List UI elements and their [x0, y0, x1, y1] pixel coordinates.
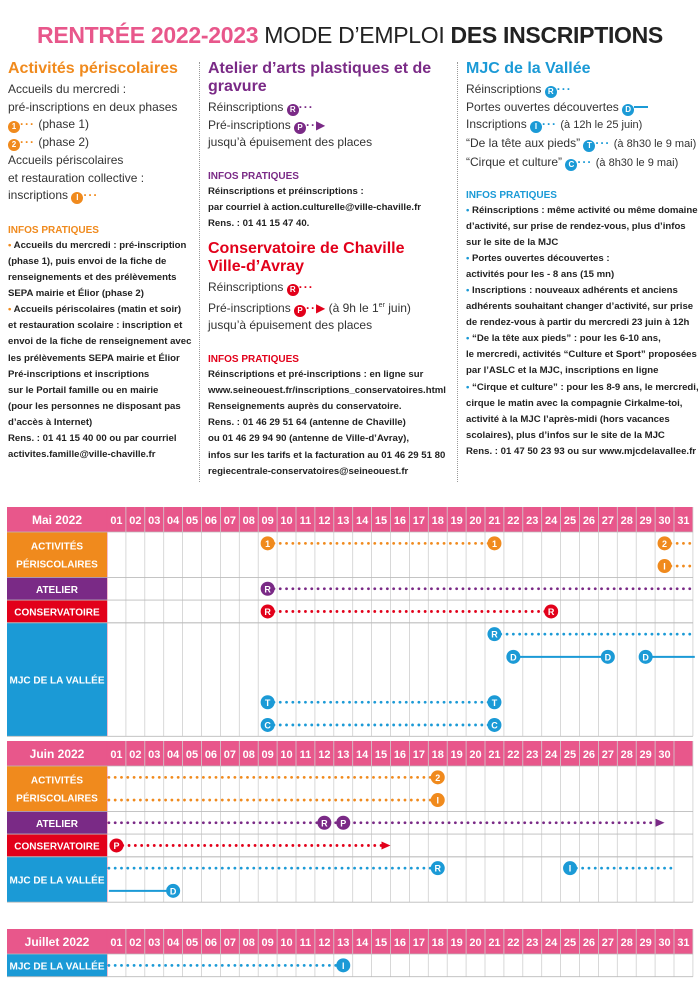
day-label: 05 — [185, 515, 199, 527]
badge-label: P — [113, 840, 120, 851]
periscolaire-section — [8, 60, 193, 463]
periscolaire-infos — [8, 238, 193, 463]
badge-inscriptions: I — [71, 192, 83, 204]
day-label: 28 — [620, 937, 633, 949]
day-label: 16 — [393, 515, 407, 527]
calendar-grid — [7, 929, 695, 979]
day-label: 14 — [356, 937, 369, 949]
day-label: 05 — [185, 937, 199, 949]
mjc-infos-title: INFOS PRATIQUES — [466, 189, 557, 201]
conservatoire-reinscriptions: Réinscriptions R ··· — [208, 280, 314, 294]
day-label: 25 — [563, 515, 577, 527]
day-label: 02 — [129, 937, 142, 949]
day-label: 26 — [582, 749, 596, 761]
day-label: 19 — [450, 749, 463, 761]
row-label: ACTIVITÉS — [30, 541, 84, 553]
info-line: scolaires), plus d’infos sur le site de la MJC — [466, 429, 665, 441]
info-line: Rens. : 01 46 29 51 64 (antenne de Chaville) — [208, 417, 406, 429]
badge-label: R — [434, 863, 441, 874]
period-dots — [107, 799, 437, 802]
badge-label: D — [510, 652, 517, 663]
badge-label: T — [491, 697, 498, 708]
conservatoire-line: jusqu’à épuisement des places — [208, 318, 373, 333]
info-line: infos sur les tarifs et la facturation au 01 46 29 51 80 — [208, 449, 446, 461]
day-label: 28 — [620, 515, 633, 527]
row-label: MJC DE LA VALLÉE — [9, 961, 105, 973]
info-line: le mercredi, activités “Culture et Sport” proposées — [466, 349, 697, 361]
info-line: Réinscriptions et préinscriptions : — [208, 186, 364, 198]
day-label: 09 — [261, 749, 274, 761]
day-label: 21 — [488, 515, 501, 527]
day-label: 12 — [318, 749, 331, 761]
info-line: Rens. : 01 47 50 23 93 ou sur www.mjcdelavallee.fr — [466, 445, 697, 457]
badge-label: D — [604, 652, 612, 663]
day-label: 11 — [299, 937, 312, 949]
badge-label: D — [169, 886, 177, 897]
day-label: 30 — [658, 937, 671, 949]
day-label: 27 — [601, 515, 614, 527]
day-label: 24 — [545, 749, 558, 761]
info-line: sur le Portail famille ou en mairie — [8, 384, 159, 396]
day-label: 31 — [677, 937, 690, 949]
badge-label: I — [663, 561, 666, 572]
day-label: 31 — [677, 515, 690, 527]
day-label: 06 — [204, 937, 218, 949]
day-label: 12 — [318, 515, 331, 527]
period-dots — [266, 587, 691, 590]
conservatoire-section — [208, 240, 458, 480]
calendar-month: Juin 2022 — [29, 747, 85, 761]
day-label: 03 — [148, 749, 161, 761]
day-label: 29 — [639, 937, 652, 949]
info-line: • Portes ouvertes découvertes : — [466, 252, 610, 264]
badge-label: P — [340, 818, 347, 829]
info-line: Rens. : 01 41 15 40 00 ou par courriel — [8, 433, 177, 445]
day-label: 02 — [129, 749, 142, 761]
day-label: 18 — [431, 515, 444, 527]
row-label: MJC DE LA VALLÉE — [9, 875, 105, 887]
info-line: • “De la tête aux pieds” : pour les 6-10 ans, — [466, 333, 661, 345]
day-label: 19 — [450, 937, 463, 949]
day-label: 22 — [507, 515, 520, 527]
badge-label: 1 — [265, 538, 271, 549]
atelier-infos — [208, 184, 453, 232]
day-label: 25 — [563, 749, 577, 761]
atelier-reinscriptions: Réinscriptions R ··· — [208, 100, 314, 114]
day-label: 10 — [280, 749, 293, 761]
day-label: 27 — [601, 937, 614, 949]
badge-phase2: 2 — [8, 139, 20, 151]
info-line: • Inscriptions : nouveaux adhérents et anciens — [466, 284, 678, 296]
day-label: 08 — [242, 937, 255, 949]
badge-label: D — [642, 652, 649, 663]
day-label: 21 — [488, 937, 501, 949]
badge-r: R — [287, 284, 299, 296]
day-label: 15 — [374, 749, 388, 761]
badge-c: C — [565, 159, 577, 171]
title-inscriptions: DES INSCRIPTIONS — [450, 22, 663, 48]
badge-label: C — [264, 720, 271, 731]
badge-p: P — [294, 122, 306, 134]
row-label: PÉRISCOLAIRES — [16, 793, 98, 805]
periscolaire-line: Accueils périscolaires — [8, 152, 124, 167]
day-label: 01 — [110, 749, 123, 761]
day-label: 29 — [639, 749, 652, 761]
info-line: ou 01 46 29 94 90 (antenne de Ville-d’Avray), — [208, 433, 410, 445]
info-line: sur le site de la MJC — [466, 236, 559, 248]
badge-label: R — [491, 629, 498, 640]
day-label: 04 — [167, 749, 180, 761]
badge-label: R — [264, 606, 271, 617]
info-line: activites.famille@ville-chaville.fr — [8, 449, 156, 461]
mjc-reinscriptions: Réinscriptions R ··· — [466, 82, 572, 96]
day-label: 07 — [223, 749, 236, 761]
badge-label: 2 — [435, 772, 441, 783]
periscolaire-title: Activités périscolaires — [8, 60, 178, 77]
badge-p: P — [294, 305, 306, 317]
day-label: 07 — [223, 937, 236, 949]
calendar-month: Mai 2022 — [31, 513, 83, 527]
day-label: 29 — [639, 515, 652, 527]
badge-label: 2 — [662, 538, 668, 549]
info-line: • “Cirque et culture” : pour les 8-9 ans, le mercredi, — [466, 381, 699, 393]
day-label: 09 — [261, 515, 274, 527]
info-line: • Réinscriptions : même activité ou même domaine — [466, 204, 698, 216]
day-label: 06 — [204, 749, 218, 761]
badge-label: I — [341, 960, 345, 971]
calendar-grid — [7, 741, 695, 905]
arrow-icon — [382, 841, 391, 849]
mjc-portes: Portes ouvertes découvertes D — [466, 99, 696, 117]
period-dots — [107, 776, 437, 779]
title-year: RENTRÉE 2022-2023 — [37, 22, 259, 48]
badge-label: C — [491, 720, 498, 731]
day-label: 20 — [469, 749, 482, 761]
period-dots — [107, 867, 437, 870]
day-label: 23 — [526, 515, 539, 527]
calendar-grid — [7, 507, 695, 739]
day-label: 23 — [526, 937, 539, 949]
day-label: 04 — [167, 937, 180, 949]
badge-d: D — [622, 104, 634, 116]
day-label: 24 — [545, 515, 558, 527]
atelier-line: jusqu’à épuisement des places — [208, 135, 373, 150]
badge-label: I — [436, 795, 440, 806]
badge-t: T — [583, 140, 595, 152]
badge-label: R — [264, 584, 271, 595]
row-label: CONSERVATOIRE — [14, 607, 100, 619]
day-label: 28 — [620, 749, 633, 761]
day-label: 19 — [450, 515, 463, 527]
day-label: 14 — [356, 749, 369, 761]
periscolaire-infos-title: INFOS PRATIQUES — [8, 224, 99, 236]
period-dots — [107, 964, 343, 967]
badge-label: R — [547, 606, 555, 617]
info-line: activité à la MJC l’après-midi (hors vacances — [466, 413, 670, 425]
badge-label: T — [264, 697, 271, 708]
info-line: renseignements et des prélèvements — [8, 272, 177, 284]
day-label: 13 — [337, 937, 350, 949]
column-divider — [457, 62, 458, 482]
day-label: 23 — [526, 749, 539, 761]
day-label: 13 — [337, 749, 350, 761]
info-line: adhérents souhaitant changer d’activité, sur prise — [466, 301, 694, 313]
info-line: • Accueils du mercredi : pré-inscription — [8, 239, 187, 251]
info-line: (phase 1), puis envoi de la fiche de — [8, 256, 167, 268]
page-title — [0, 22, 700, 49]
periscolaire-inscriptions: inscriptions I ··· — [8, 188, 99, 203]
day-label: 08 — [242, 515, 255, 527]
badge-i: I — [530, 121, 542, 133]
day-label: 01 — [110, 937, 123, 949]
period-dots — [266, 701, 489, 704]
info-line: d’activité, sur prise de rendez-vous, plus d’infos — [466, 220, 686, 232]
title-mode: MODE D’EMPLOI — [264, 22, 445, 48]
periscolaire-phase1: 1 ··· (phase 1) — [8, 116, 193, 134]
calendar-july — [7, 929, 695, 979]
day-label: 10 — [280, 515, 293, 527]
atelier-infos-title: INFOS PRATIQUES — [208, 171, 299, 183]
info-line: www.seineouest.fr/inscriptions_conservatoires.html — [208, 385, 446, 397]
conservatoire-infos — [208, 367, 458, 480]
info-line: cirque le matin avec la compagnie Cirkalme-toi, — [466, 397, 683, 409]
row-label: ATELIER — [35, 584, 79, 596]
day-label: 07 — [223, 515, 236, 527]
day-label: 26 — [582, 937, 596, 949]
periscolaire-line: pré-inscriptions en deux phases — [8, 99, 178, 114]
info-line: Réinscriptions et pré-inscriptions : en ligne sur — [208, 369, 424, 381]
calendar-may — [7, 507, 695, 739]
day-label: 10 — [280, 937, 293, 949]
info-line: Rens. : 01 41 15 47 40. — [208, 218, 310, 230]
mjc-inscriptions: Inscriptions I ··· (à 12h le 25 juin) — [466, 117, 643, 132]
badge-r: R — [287, 104, 299, 116]
day-label: 05 — [185, 749, 199, 761]
calendar-month: Juillet 2022 — [24, 935, 90, 949]
period-dots — [569, 867, 673, 870]
period-dots — [266, 542, 489, 545]
mjc-section — [466, 60, 699, 460]
badge-phase1: 1 — [8, 121, 20, 133]
day-label: 14 — [356, 515, 369, 527]
period-dots — [107, 821, 652, 824]
info-line: envoi de la fiche de renseignement avec — [8, 336, 192, 348]
row-label: MJC DE LA VALLÉE — [9, 675, 105, 687]
day-label: 26 — [582, 515, 596, 527]
day-label: 13 — [337, 515, 350, 527]
badge-label: 1 — [491, 538, 497, 549]
day-label: 16 — [393, 749, 407, 761]
day-label: 06 — [204, 515, 218, 527]
badge-label: R — [321, 818, 328, 829]
day-label: 30 — [658, 749, 671, 761]
row-label: CONSERVATOIRE — [14, 841, 100, 853]
info-line: par l’ASLC et la MJC, inscriptions en ligne — [466, 365, 659, 377]
day-label: 18 — [431, 937, 444, 949]
info-line: d’accès à Internet) — [8, 416, 93, 428]
day-label: 08 — [242, 749, 255, 761]
day-label: 11 — [299, 749, 312, 761]
info-line: par courriel à action.culturelle@ville-chaville.fr — [208, 202, 422, 214]
day-label: 09 — [261, 937, 274, 949]
conservatoire-infos-title: INFOS PRATIQUES — [208, 354, 299, 366]
info-line: Renseignements auprès du conservatoire. — [208, 401, 402, 413]
day-label: 03 — [148, 515, 161, 527]
info-line: • Accueils périscolaires (matin et soir) — [8, 304, 182, 316]
info-line: et restauration scolaire : inscription et — [8, 320, 183, 332]
conservatoire-preinscriptions: Pré-inscriptions P ··▶ (à 9h le 1er juin) — [208, 300, 411, 315]
day-label: 17 — [412, 749, 425, 761]
day-label: 27 — [601, 749, 614, 761]
conservatoire-title: Conservatoire de Chaville Ville-d’Avray — [208, 240, 405, 275]
day-label: 15 — [374, 937, 388, 949]
badge-label: I — [568, 863, 572, 874]
day-label: 22 — [507, 937, 520, 949]
badge-r: R — [545, 86, 557, 98]
day-label: 21 — [488, 749, 501, 761]
periscolaire-line: Accueils du mercredi : — [8, 82, 127, 96]
info-line: les prélèvements SEPA mairie et Élior — [8, 352, 180, 364]
mjc-cirque: “Cirque et culture” C ··· (à 8h30 le 9 mai) — [466, 154, 679, 169]
day-label: 15 — [374, 515, 388, 527]
periscolaire-phase2: 2 ··· (phase 2) — [8, 134, 193, 152]
day-label: 01 — [110, 515, 123, 527]
period-dots — [115, 844, 382, 847]
day-label: 20 — [469, 515, 482, 527]
mjc-tete: “De la tête aux pieds” T ··· (à 8h30 le 9 mai) — [466, 136, 697, 151]
info-line: activités pour les - 8 ans (15 mn) — [466, 268, 615, 280]
row-label: PÉRISCOLAIRES — [16, 559, 98, 571]
row-label: ACTIVITÉS — [30, 775, 84, 787]
day-label: 17 — [412, 515, 425, 527]
day-label: 17 — [412, 937, 425, 949]
day-label: 02 — [129, 515, 142, 527]
info-line: de rendez-vous à partir du mercredi 23 juin à 12h — [466, 317, 690, 329]
periscolaire-line: et restauration collective : — [8, 170, 145, 185]
info-line: regiecentrale-conservatoires@seineouest.fr — [208, 465, 409, 477]
mjc-infos — [466, 203, 699, 461]
info-line: Pré-inscriptions et inscriptions — [8, 368, 150, 380]
day-label: 24 — [545, 937, 558, 949]
atelier-preinscriptions: Pré-inscriptions P ··▶ — [208, 117, 326, 132]
day-label: 30 — [658, 515, 671, 527]
atelier-section — [208, 60, 453, 232]
day-label: 25 — [563, 937, 577, 949]
atelier-title: Atelier d’arts plastiques et de gravure — [208, 60, 432, 95]
day-label: 11 — [299, 515, 312, 527]
row-label: ATELIER — [35, 818, 79, 830]
arrow-icon — [656, 819, 665, 827]
day-label: 22 — [507, 749, 520, 761]
mjc-title: MJC de la Vallée — [466, 60, 591, 77]
day-label: 18 — [431, 749, 444, 761]
day-label: 12 — [318, 937, 331, 949]
day-label: 03 — [148, 937, 161, 949]
info-line: SEPA mairie et Élior (phase 2) — [8, 288, 144, 300]
info-line: (pour les personnes ne disposant pas — [8, 400, 181, 412]
column-divider — [199, 62, 200, 482]
calendar-june — [7, 741, 695, 905]
day-label: 20 — [469, 937, 482, 949]
day-label: 04 — [167, 515, 180, 527]
day-label: 16 — [393, 937, 407, 949]
period-dots — [266, 724, 489, 727]
